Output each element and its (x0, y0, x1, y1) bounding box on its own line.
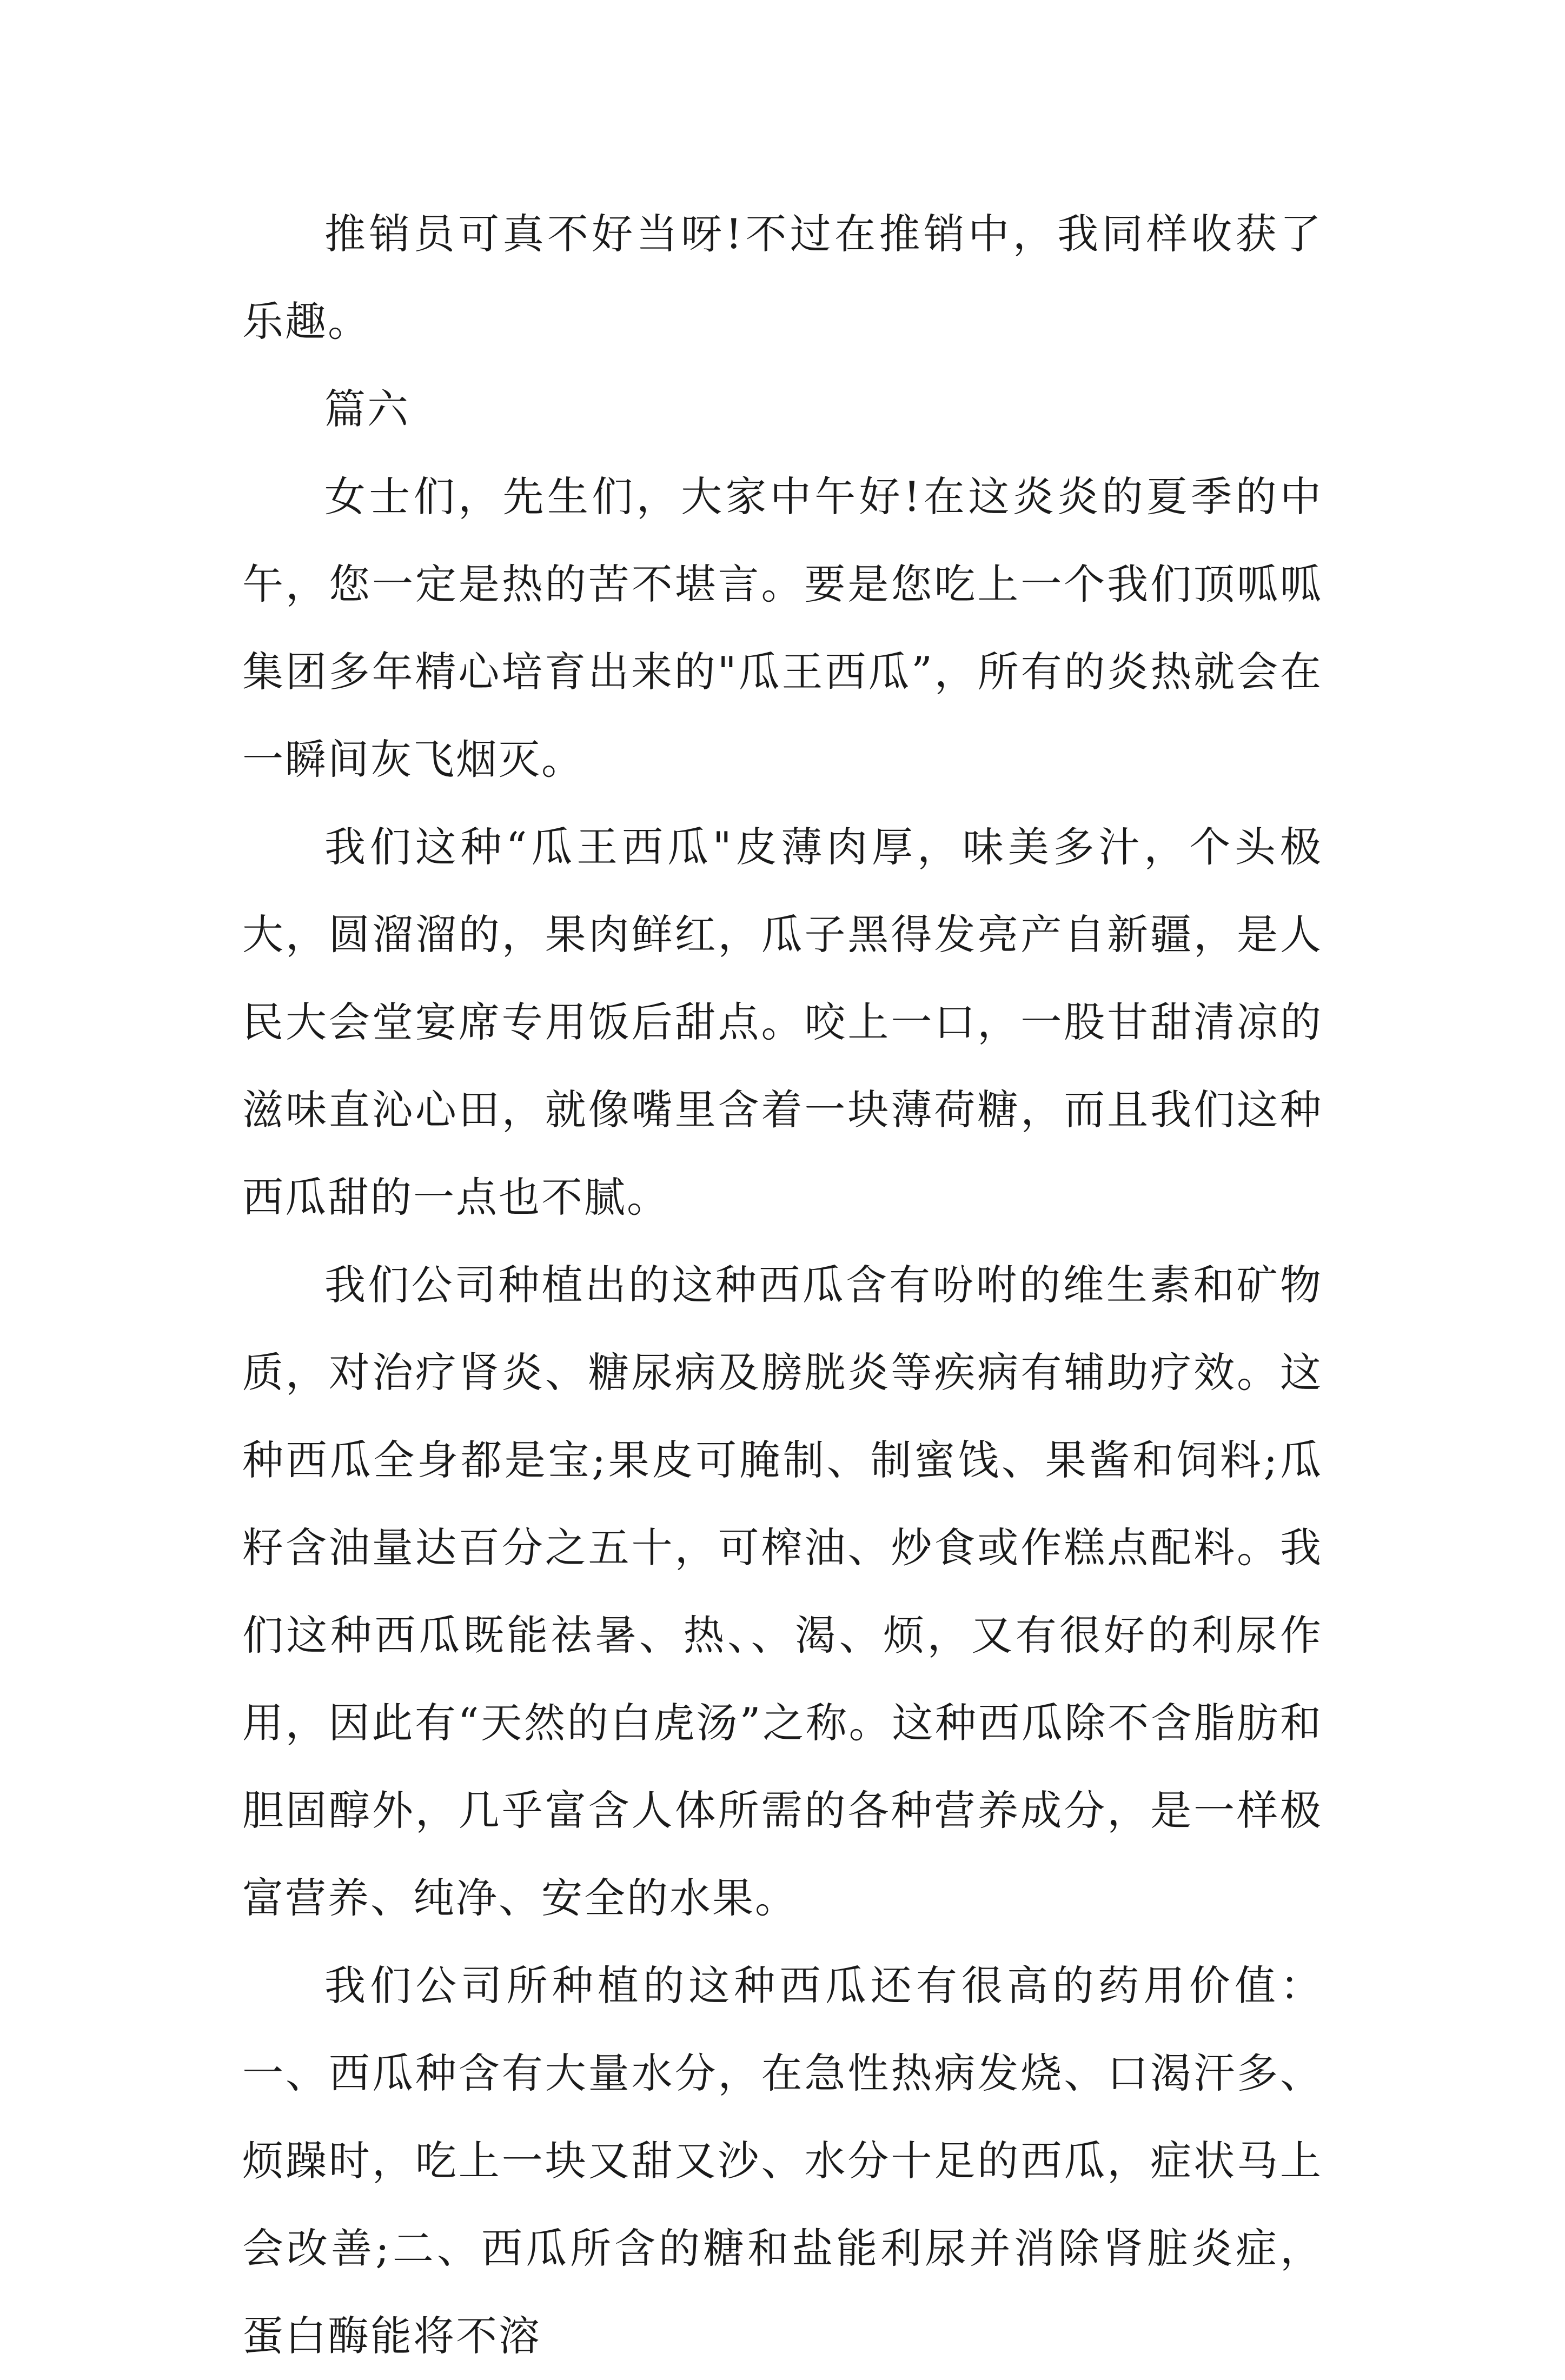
paragraph-medicinal-value: 我们公司所种植的这种西瓜还有很高的药用价值：一、西瓜种含有大量水分，在急性热病发烧、口渴汗多、烦躁时，吃上一块又甜又沙、水分十足的西瓜，症状马上会改善;二、西瓜所含的糖和盐能利尿并消除肾脏炎症，蛋白酶能将不溶 (242, 1962, 1323, 2360)
document-body (242, 190, 1323, 2380)
paragraph-salesman-conclusion: 推销员可真不好当呀!不过在推销中，我同样收获了乐趣。 (242, 210, 1323, 345)
paragraph-greeting: 女士们，先生们，大家中午好!在这炎炎的夏季的中午，您一定是热的苦不堪言。要是您吃上一个我们顶呱呱集团多年精心培育出来的"瓜王西瓜”，所有的炎热就会在一瞬间灰飞烟灭。 (242, 473, 1323, 783)
section-heading-part-six: 篇六 (324, 385, 410, 433)
paragraph-watermelon-description: 我们这种“瓜王西瓜"皮薄肉厚，味美多汁，个头极大，圆溜溜的，果肉鲜红，瓜子黑得发亮产自新疆，是人民大会堂宴席专用饭后甜点。咬上一口，一股甘甜清凉的滋味直沁心田，就像嘴里含着一块薄荷糖，而且我们这种西瓜甜的一点也不腻。 (242, 823, 1323, 1221)
paragraph-nutrition: 我们公司种植出的这种西瓜含有吩咐的维生素和矿物质，对治疗肾炎、糖尿病及膀胱炎等疾病有辅助疗效。这种西瓜全身都是宝;果皮可腌制、制蜜饯、果酱和饲料;瓜籽含油量达百分之五十，可榨油、炒食或作糕点配料。我们这种西瓜既能祛暑、热、、渴、烦，又有很好的利尿作用，因此有“天然的白虎汤”之称。这种西瓜除不含脂肪和胆固醇外，几乎富含人体所需的各种营养成分，是一样极富营养、纯净、安全的水果。 (242, 1261, 1323, 1922)
